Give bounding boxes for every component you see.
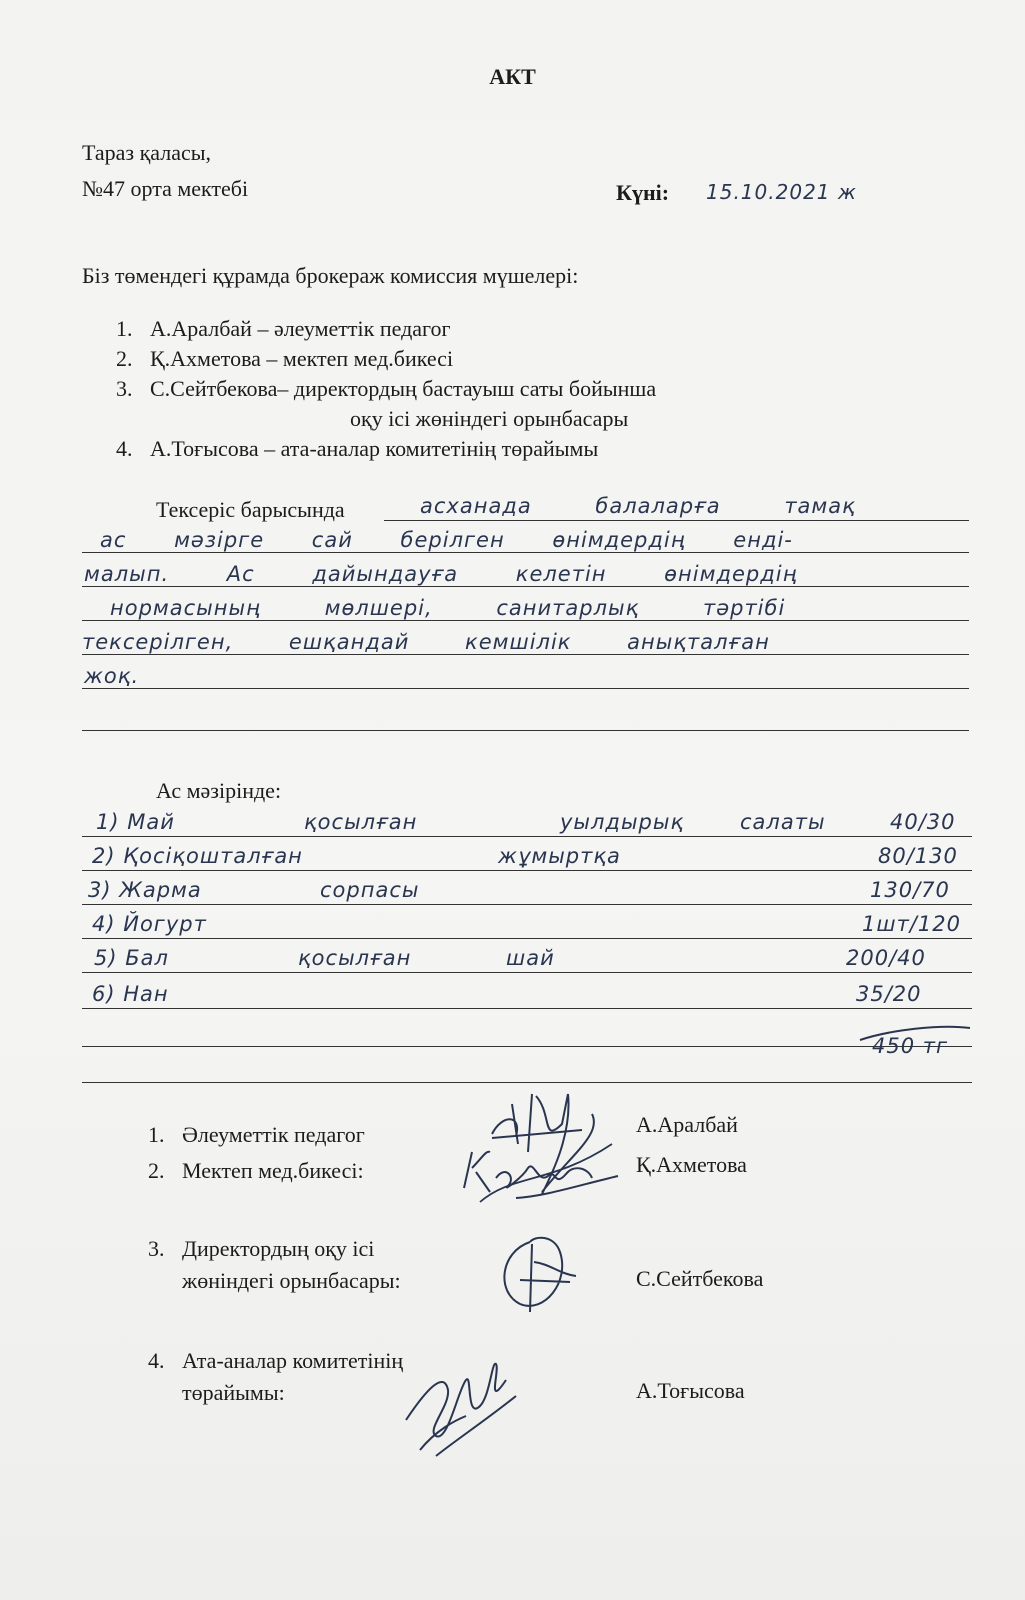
- blank-line: [82, 938, 972, 939]
- menu-item-value: 200/40: [846, 946, 926, 970]
- city-line: Тараз қаласы,: [82, 140, 212, 165]
- menu-item-word: салаты: [740, 810, 826, 834]
- menu-item-name: 5) Бал: [94, 946, 169, 970]
- signature-name: А.Аралбай: [636, 1112, 738, 1137]
- menu-label: Ас мәзірінде:: [156, 778, 282, 803]
- menu-item-word: уылдырық: [560, 810, 685, 834]
- menu-item-word: шай: [506, 946, 555, 970]
- signature-name: Қ.Ахметова: [636, 1152, 747, 1177]
- blank-line: [82, 1008, 972, 1009]
- signature-scribble-2: [456, 1138, 626, 1208]
- member-item: 2. Қ.Ахметова – мектеп мед.бикесі: [116, 346, 454, 371]
- blank-line: [82, 620, 969, 621]
- inspection-handwriting: ас мәзірге сай берілген өнімдердің енді-: [100, 528, 793, 552]
- menu-item-word: жұмыртқа: [498, 844, 621, 868]
- member-item: 3. С.Сейтбекова– директордың бастауыш саты бойынша: [116, 376, 657, 401]
- blank-line: [82, 654, 969, 655]
- menu-item-value: 130/70: [870, 878, 950, 902]
- date-label: Күні:: [616, 180, 670, 205]
- menu-item-value: 35/20: [856, 982, 922, 1006]
- inspection-handwriting: асханада балаларға тамақ: [420, 494, 856, 518]
- signature-name: С.Сейтбекова: [636, 1266, 764, 1291]
- inspection-handwriting: нормасының мөлшері, санитарлық тәртібі: [110, 596, 786, 620]
- signature-role: 2. Мектеп мед.бикесі:: [148, 1158, 364, 1183]
- signature-role: 1. Әлеуметтік педагог: [148, 1122, 365, 1147]
- inspection-handwriting: тексерілген, ешқандай кемшілік анықталған: [82, 630, 770, 654]
- blank-line: [82, 836, 972, 837]
- menu-item-name: 1) Май: [96, 810, 175, 834]
- blank-line: [82, 586, 969, 587]
- menu-item-name: 4) Йогурт: [92, 912, 207, 936]
- signature-role-continuation: жөніндегі орынбасары:: [182, 1268, 401, 1293]
- blank-line: [82, 870, 972, 871]
- menu-item-word: сорпасы: [320, 878, 420, 902]
- member-item: 1. А.Аралбай – әлеуметтік педагог: [116, 316, 451, 341]
- menu-item-word: қосылған: [304, 810, 418, 834]
- school-line: №47 орта мектебі: [82, 176, 249, 201]
- document-title: АКТ: [489, 64, 536, 89]
- menu-item-value: 1шт/120: [862, 912, 961, 936]
- inspection-handwriting: малып. Ас дайындауға келетін өнімдердің: [84, 562, 798, 586]
- blank-line: [82, 972, 972, 973]
- menu-item-name: 3) Жарма: [88, 878, 202, 902]
- menu-total: 450 тг: [872, 1034, 949, 1058]
- signature-role-continuation: төрайымы:: [182, 1380, 285, 1405]
- signature-role: 3. Директордың оқу ісі: [148, 1236, 375, 1261]
- signature-scribble-4: [396, 1350, 526, 1460]
- blank-line: [384, 520, 969, 521]
- member-item-continuation: оқу ісі жөніндегі орынбасары: [350, 406, 629, 431]
- member-item: 4. А.Тоғысова – ата-аналар комитетінің төрайымы: [116, 436, 599, 461]
- blank-line: [82, 552, 969, 553]
- blank-line: [82, 730, 969, 731]
- blank-line: [82, 904, 972, 905]
- inspection-label: Тексеріс барысында: [156, 497, 345, 522]
- menu-item-name: 6) Нан: [92, 982, 169, 1006]
- intro-text: Біз төмендегі құрамда брокераж комиссия мүшелері:: [82, 263, 579, 288]
- menu-item-word: қосылған: [298, 946, 412, 970]
- signature-role: 4. Ата-аналар комитетінің: [148, 1348, 404, 1373]
- menu-item-value: 80/130: [878, 844, 958, 868]
- signature-scribble-3: [490, 1222, 590, 1322]
- menu-item-name: 2) Қосіқошталған: [92, 844, 303, 868]
- signature-name: А.Тоғысова: [636, 1378, 745, 1403]
- date-value: 15.10.2021 ж: [706, 180, 857, 204]
- blank-line: [82, 688, 969, 689]
- menu-item-value: 40/30: [890, 810, 956, 834]
- inspection-handwriting: жоқ.: [84, 664, 140, 688]
